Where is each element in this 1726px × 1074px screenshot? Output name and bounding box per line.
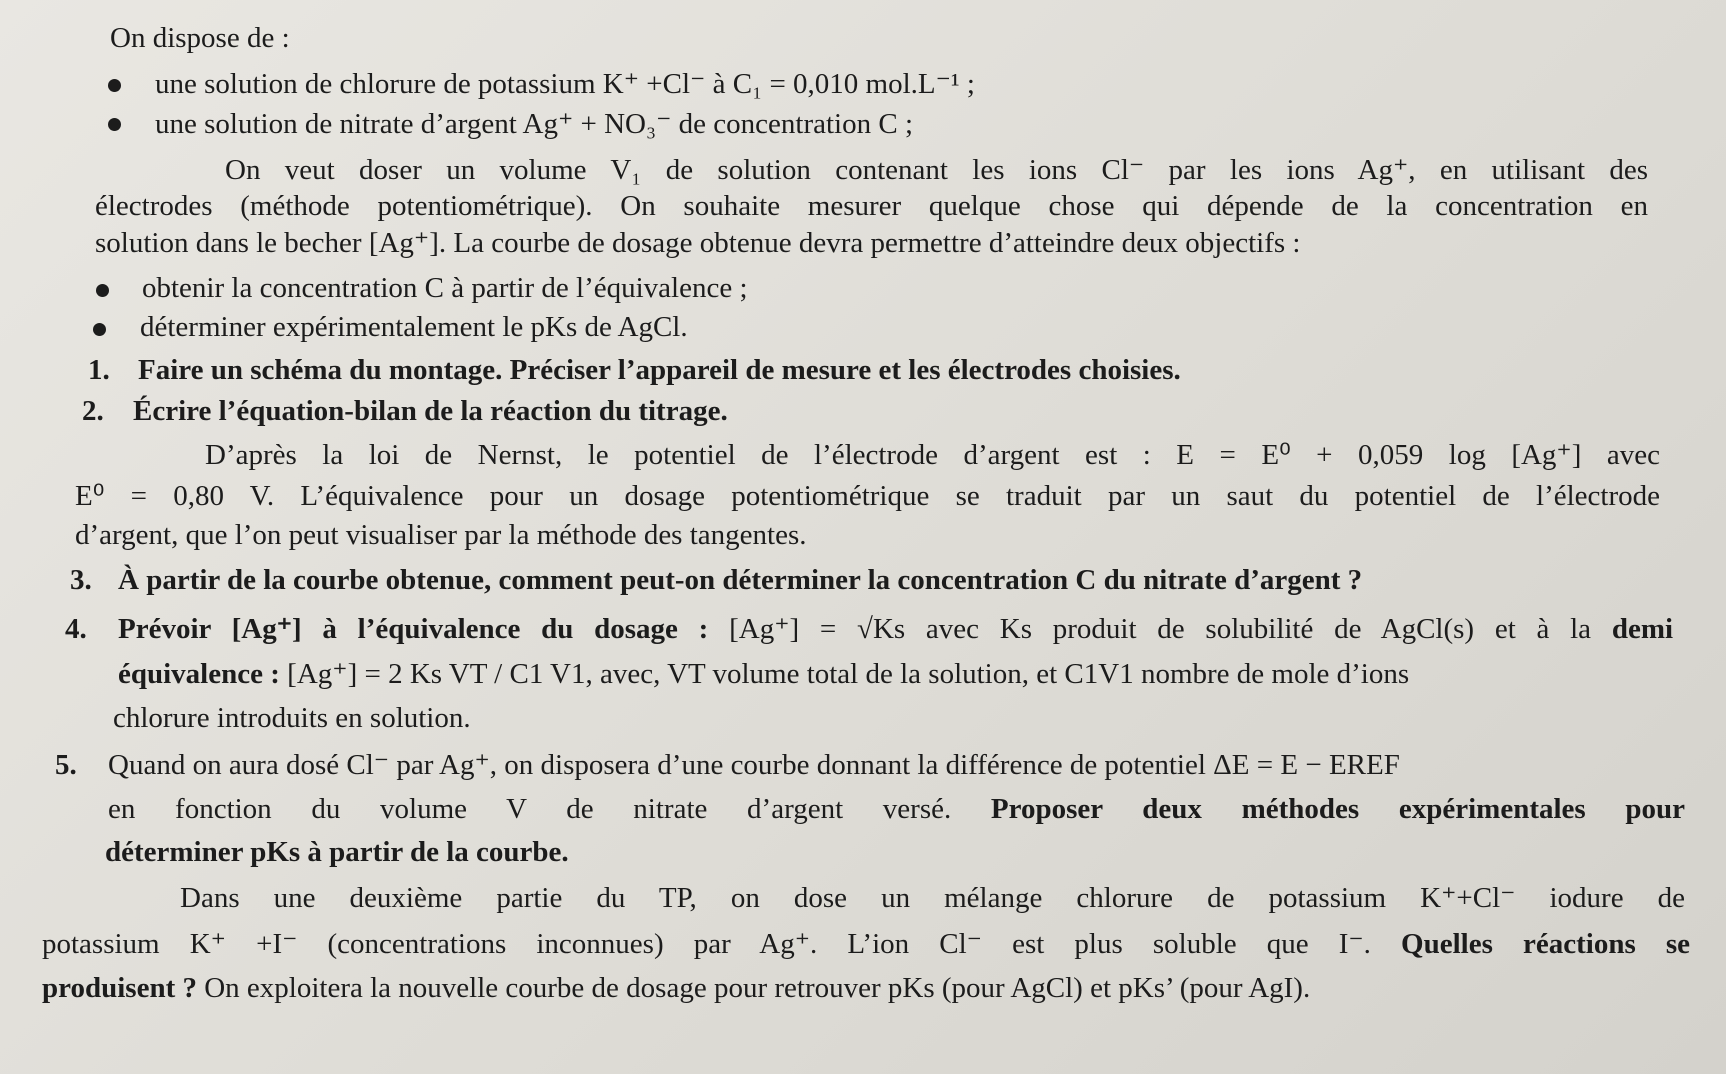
paragraph-2-line-2: E⁰ = 0,80 V. L’équivalence pour un dosage potentiométrique se traduit par un saut du potentiel de l’électrode	[75, 480, 1660, 512]
question-3	[118, 562, 1362, 598]
question-3-text: À partir de la courbe obtenue, comment peut-on déterminer la concentration C du nitrate d’argent ?	[118, 564, 1363, 596]
bullet-icon	[108, 118, 121, 131]
question-2-number: 2.	[82, 395, 104, 427]
paragraph-3-bold: Quelles réactions se	[1401, 928, 1690, 960]
question-2-text: Écrire l’équation-bilan de la réaction du titrage.	[133, 395, 728, 427]
question-4-formula-2: [Ag⁺] = 2 Ks VT / C1 V1, avec, VT volume total de la solution, et C1V1 nombre de mole d’ions	[287, 658, 1410, 690]
paragraph-2-line-3: d’argent, que l’on peut visualiser par la méthode des tangentes.	[75, 519, 807, 551]
question-4-number: 4.	[65, 613, 87, 645]
question-4-bold-2: équivalence :	[118, 658, 280, 690]
question-5-bold: Proposer deux méthodes expérimentales pour	[990, 793, 1685, 825]
question-2	[133, 393, 728, 429]
question-4-bold-1: Prévoir [Ag⁺] à l’équivalence du dosage :	[118, 613, 709, 645]
question-1	[138, 352, 1181, 388]
question-5-line-3	[105, 834, 569, 870]
question-5-bold-2: déterminer pKs à partir de la courbe.	[105, 836, 569, 868]
question-5-plain: en fonction du volume V de nitrate d’argent versé.	[108, 793, 952, 825]
list-item-agno3: une solution de nitrate d’argent Ag⁺ + NO₃⁻ de concentration C ;	[155, 108, 914, 140]
bullet-icon	[108, 79, 121, 92]
bullet-icon	[96, 284, 109, 297]
question-5-line-2	[108, 791, 1685, 827]
paragraph-3-bold-2: produisent ?	[42, 972, 197, 1004]
paragraph-1-line-3: solution dans le becher [Ag⁺]. La courbe de dosage obtenue devra permettre d’atteindre deux objectifs :	[95, 227, 1301, 259]
paragraph-3-line-3	[42, 970, 1310, 1006]
objective-2: déterminer expérimentalement le pKs de AgCl.	[140, 311, 688, 343]
paragraph-1-line-2: électrodes (méthode potentiométrique). On souhaite mesurer quelque chose qui dépende de la concentration en	[95, 190, 1648, 222]
paragraph-3-line-1: Dans une deuxième partie du TP, on dose un mélange chlorure de potassium K⁺+Cl⁻ iodure de	[180, 882, 1685, 914]
list-item-kcl: une solution de chlorure de potassium K⁺ +Cl⁻ à C₁ = 0,010 mol.L⁻¹ ;	[155, 68, 975, 100]
intro-text: On dispose de :	[110, 22, 290, 54]
objective-1: obtenir la concentration C à partir de l’équivalence ;	[142, 272, 748, 304]
paragraph-1-line-1: On veut doser un volume V₁ de solution contenant les ions Cl⁻ par les ions Ag⁺, en utilisant des	[225, 154, 1648, 186]
paragraph-2-line-1: D’après la loi de Nernst, le potentiel de l’électrode d’argent est : E = E⁰ + 0,059 log [Ag⁺] avec	[205, 439, 1660, 471]
paragraph-3-plain-2: On exploitera la nouvelle courbe de dosage pour retrouver pKs (pour AgCl) et pKs’ (pour AgI).	[204, 972, 1311, 1004]
bullet-icon	[93, 323, 106, 336]
question-5-number: 5.	[55, 749, 77, 781]
paragraph-3-line-2	[42, 926, 1690, 962]
question-4-line-2	[118, 656, 1409, 692]
question-4-bold-end: demi	[1611, 613, 1674, 645]
question-5-line-1: Quand on aura dosé Cl⁻ par Ag⁺, on disposera d’une courbe donnant la différence de potentiel ΔE = E − EREF	[108, 749, 1400, 781]
question-1-text: Faire un schéma du montage. Préciser l’appareil de mesure et les électrodes choisies.	[138, 354, 1181, 386]
question-4-formula-1: [Ag⁺] = √Ks avec Ks produit de solubilité de AgCl(s) et à la	[729, 613, 1592, 645]
question-1-number: 1.	[88, 354, 110, 386]
question-4-line-1	[118, 611, 1673, 647]
paragraph-3-plain: potassium K⁺ +I⁻ (concentrations inconnues) par Ag⁺. L’ion Cl⁻ est plus soluble que I⁻.	[42, 928, 1371, 960]
question-3-number: 3.	[70, 564, 92, 596]
question-4-line-3: chlorure introduits en solution.	[113, 702, 471, 734]
